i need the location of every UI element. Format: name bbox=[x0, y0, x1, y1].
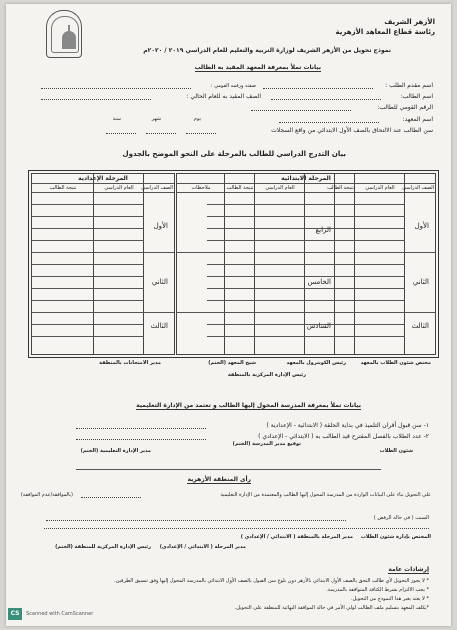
receiving-principal-sign: توقيع مدير المدرسة (الختم) bbox=[232, 441, 301, 447]
opinion-reason-label: السبب ( في حالة الرفض ) bbox=[373, 515, 429, 521]
instruction-3: * لا يعتد بغير هذا النموذج من التحويل. bbox=[351, 596, 429, 602]
opinion-stage-head: مدير المرحلة بالمنطقة ( الابتدائي / الإعدادي ) bbox=[240, 534, 353, 540]
receiving-student-affairs: شئون الطلاب bbox=[379, 448, 413, 454]
primary-result-header: نتيجة الطالب bbox=[327, 185, 354, 191]
progress-table bbox=[28, 170, 439, 358]
primary-grade-1: الأول bbox=[414, 222, 429, 230]
primary-stage-title: المرحلة الابتدائية bbox=[281, 175, 331, 182]
institute-label: اسم المعهد: bbox=[402, 116, 433, 123]
primary-grade-5: الخامس bbox=[307, 278, 331, 286]
primary-notes-header: ملاحظات bbox=[191, 185, 211, 191]
sig-control-head: رئيس الكونترول بالمعهد bbox=[286, 360, 346, 366]
student-name-label: اسم الطالب: bbox=[400, 93, 433, 100]
primary-grade-header: الصف الدراسي bbox=[402, 185, 434, 191]
primary-grade-2: الثاني bbox=[412, 278, 429, 286]
national-id-label: الرقم القومي للطالب: bbox=[377, 104, 433, 111]
year-label: سنة bbox=[112, 116, 121, 122]
applicant-role-label: صفته ورقمه القومي : bbox=[210, 83, 256, 89]
prep-grade-3: الثالث bbox=[150, 322, 168, 330]
age-label: سن الطالب عند الالتحاق بالصف الأول الابتدائي من واقع السجلات bbox=[271, 127, 433, 134]
age-day-field[interactable] bbox=[186, 133, 216, 134]
form-title: نموذج تحويل من الأزهر الشريف لوزارة التربية والتعليم للعام الدراسي ٢٠١٩ / ٢٠٢٠م bbox=[143, 47, 391, 54]
receiving-section-title: بيانات تملأ بمعرفة المدرسة المحول إليها الطالب و تعتمد من الإدارة التعليمية bbox=[136, 402, 361, 409]
sig-sheikh: شيخ المعهد (الختم) bbox=[208, 360, 256, 366]
institute-field[interactable] bbox=[279, 122, 379, 123]
primary-year-header: العام الدراسي bbox=[365, 185, 395, 191]
opinion-committee: المختص بإدارة شئون الطلاب bbox=[360, 534, 431, 540]
primary-grade-4: الرابع bbox=[315, 226, 331, 234]
primary-grade-3: الثالث bbox=[411, 322, 429, 330]
mosque-icon bbox=[62, 31, 76, 49]
receiving-item1: ١- سن قبول أقران التلميذ في بداية الحلقة ( الابتدائية - الإعدادية ) bbox=[266, 422, 429, 429]
sig-exams-director: مدير الامتحانات بالمنطقة bbox=[99, 360, 161, 366]
day-label: يوم bbox=[193, 116, 201, 122]
receiving-item2-field[interactable] bbox=[76, 439, 206, 440]
instruction-1: * لا يجوز التحويل لأي طالب التحق بالصف الأول الابتدائي بالأزهر دون بلوغ سن القبول بالصف الأول الابتدائي بالمدرسة المحول إليها وفق تنسيق الطرفين. bbox=[114, 578, 429, 584]
opinion-stage-dir: مدير المرحلة ( الابتدائي / الإعدادي) bbox=[159, 544, 246, 550]
receiving-edu-admin: مدير الإدارة التعليمية (الختم) bbox=[80, 448, 151, 454]
opinion-title: رأى المنطقة الأزهرية bbox=[187, 476, 251, 483]
opinion-reason-field[interactable] bbox=[46, 520, 346, 521]
student-section-title: بيانات تملأ بمعرفة المعهد المقيد به الطالب bbox=[194, 64, 321, 71]
current-grade-label: الصف المقيد به للعام الحالي : bbox=[186, 93, 261, 100]
header-line1: الأزهر الشريف bbox=[384, 18, 435, 26]
section-divider bbox=[76, 469, 381, 470]
prep-stage-title: المرحلة الإعدادية bbox=[78, 175, 128, 182]
applicant-role-field[interactable] bbox=[41, 88, 191, 89]
instruction-4: *يكلف المعهد بتسليم ملف الطالب لولي الأمر في حالة الموافقة النهائية للمنطقة على التحويل. bbox=[234, 605, 429, 611]
header-line2: رئاسة قطاع المعاهد الأزهرية bbox=[335, 28, 435, 36]
sig-central-head: رئيس الإدارة المركزية بالمنطقة bbox=[227, 372, 306, 378]
age-year-field[interactable] bbox=[106, 133, 136, 134]
sig-student-affairs: مختص شئون الطلاب بالمعهد bbox=[360, 360, 431, 366]
opinion-central-head: رئيس الإدارة المركزية للمنطقة (الختم) bbox=[55, 544, 151, 550]
applicant-name-field[interactable] bbox=[263, 88, 373, 89]
student-name-field[interactable] bbox=[271, 99, 381, 100]
primary-grade-6: السادس bbox=[306, 322, 331, 330]
primary-result-header-b: نتيجة الطالب bbox=[226, 185, 254, 191]
primary-year-header-b: العام الدراسي bbox=[265, 185, 295, 191]
camscanner-logo: CS bbox=[8, 608, 22, 620]
national-id-field[interactable] bbox=[251, 110, 351, 111]
current-grade-field[interactable] bbox=[41, 99, 151, 100]
opinion-approval-field[interactable] bbox=[81, 497, 141, 498]
camscanner-watermark: Scanned with CamScanner bbox=[26, 611, 94, 617]
opinion-approval: (بالموافقة/عدم الموافقة) bbox=[20, 492, 73, 498]
progress-title: بيان التدرج الدراسي للطالب بالمرحلة على النحو الموضح بالجدول bbox=[122, 150, 346, 158]
opinion-reason-field-2[interactable] bbox=[44, 528, 429, 529]
form-page bbox=[6, 4, 451, 626]
age-month-field[interactable] bbox=[146, 133, 176, 134]
receiving-item1-field[interactable] bbox=[76, 428, 206, 429]
prep-grade-header: الصف الدراسي bbox=[141, 185, 173, 191]
prep-grade-2: الثاني bbox=[151, 278, 168, 286]
applicant-name-label: اسم مقدم الطلب : bbox=[385, 82, 433, 89]
month-label: شهر bbox=[151, 116, 161, 122]
azhar-emblem bbox=[46, 10, 82, 58]
receiving-item2: ٢- عدد الطلاب بالفصل المقترح قيد الطالب به ( الابتدائي - الإعدادي ) bbox=[258, 433, 429, 440]
instruction-2: * يجب الالتزام بشرط الكثافة المتوافقة بالمدرسة. bbox=[326, 587, 429, 593]
prep-result-header: نتيجة الطالب bbox=[49, 185, 77, 191]
instructions-title: إرشادات عامة bbox=[388, 566, 429, 573]
opinion-transfer-text: على التحويل بناء على البيانات الواردة من المدرسة المحول إليها الطالب والمعتمدة من الإدارة التعليمية bbox=[220, 492, 431, 498]
primary-stage-panel bbox=[176, 173, 436, 355]
prep-year-header: العام الدراسي bbox=[104, 185, 134, 191]
prep-grade-1: الأول bbox=[153, 222, 168, 230]
prep-stage-panel bbox=[31, 173, 175, 355]
